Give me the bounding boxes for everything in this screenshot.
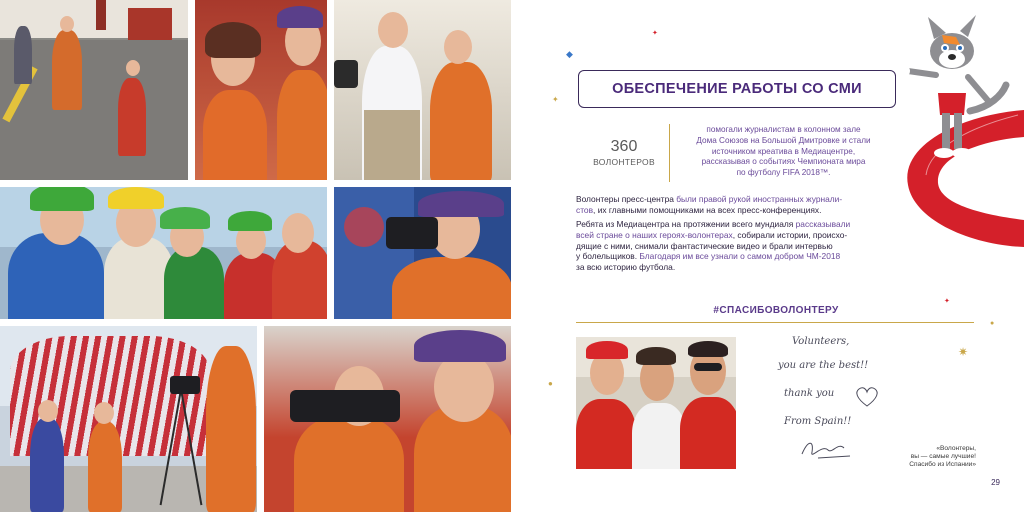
signature-icon	[798, 436, 858, 464]
hashtag-divider	[576, 322, 974, 323]
quote-line: Спасибо из Испании»	[909, 461, 976, 469]
body-highlight: стов	[576, 204, 594, 215]
sparkle-icon: ●	[990, 320, 995, 327]
note-line: Volunteers,	[792, 336, 850, 347]
body-text: за всю историю футбола.	[576, 262, 676, 273]
stat-line: по футболу FIFA 2018™.	[736, 168, 831, 178]
body-highlight: Благодаря им все узнали о самом добром ЧМ-2018	[639, 251, 841, 262]
photo-photographer	[334, 187, 511, 319]
page-number: 29	[991, 478, 1000, 487]
note-line: thank you	[784, 388, 835, 399]
photo-spain-fans	[576, 337, 736, 469]
photo-stadium-tripod	[0, 326, 257, 512]
body-text: дящие с ними, снимали фантастические видео и брали интервью	[576, 240, 833, 251]
sparkle-icon: ✦	[652, 30, 658, 37]
note-line: From Spain!!	[784, 416, 852, 427]
stat-line: помогали журналистам в колонном зале	[706, 125, 861, 134]
body-highlight: всей стране о наших героях-волонтерах	[576, 229, 733, 240]
body-paragraph	[576, 219, 888, 273]
stat-line: рассказывая о событиях Чемпионата мира	[701, 157, 866, 167]
quote-line: вы — самые лучшие!	[910, 453, 976, 461]
sparkle-icon: ✦	[552, 95, 559, 104]
photo-photographers-closeup	[264, 326, 511, 512]
stat-line: Дома Союзов на Большой Дмитровке и стали	[696, 135, 871, 145]
quote-line: «Волонтеры,	[936, 445, 976, 452]
sparkle-icon: ✦	[944, 298, 950, 305]
hashtag-heading: #СПАСИБОВОЛОНТЕРУ	[713, 305, 839, 316]
section-title: ОБЕСПЕЧЕНИЕ РАБОТЫ СО СМИ	[612, 81, 862, 97]
body-text: , их главными помощниками на всех пресс-конференциях.	[593, 204, 822, 215]
sparkle-icon: ●	[548, 379, 553, 388]
quote-caption	[890, 445, 976, 470]
photo-women-talking	[195, 0, 327, 180]
body-text: Волонтеры пресс-центра	[576, 194, 677, 204]
section-title-frame	[578, 70, 896, 108]
stat-description	[676, 125, 891, 179]
stat-line: источником креатива в Медиацентре,	[711, 146, 856, 156]
stat-divider	[669, 124, 670, 182]
sparkle-icon: ◆	[566, 49, 573, 59]
stat-number: 360	[610, 138, 638, 155]
note-line: you are the best!!	[778, 360, 869, 371]
photo-fans-green-hats	[0, 187, 327, 319]
body-text: у болельщиков.	[576, 251, 640, 262]
body-highlight: были правой рукой иностранных журнали-	[676, 194, 843, 204]
body-highlight: рассказывали	[795, 219, 851, 229]
body-text: Ребята из Медиацентра на протяжении всего мундиаля	[576, 219, 796, 229]
mascot-illustration	[890, 15, 1024, 250]
stat-label: ВОЛОНТЕРОВ	[593, 157, 655, 167]
photo-red-square	[0, 0, 188, 180]
body-text: , собирали истории, происхо-	[732, 229, 848, 240]
heart-icon	[854, 386, 880, 408]
body-paragraph	[576, 194, 888, 216]
photo-interview-microphone	[334, 0, 511, 180]
sparkle-icon: ✷	[958, 345, 969, 359]
